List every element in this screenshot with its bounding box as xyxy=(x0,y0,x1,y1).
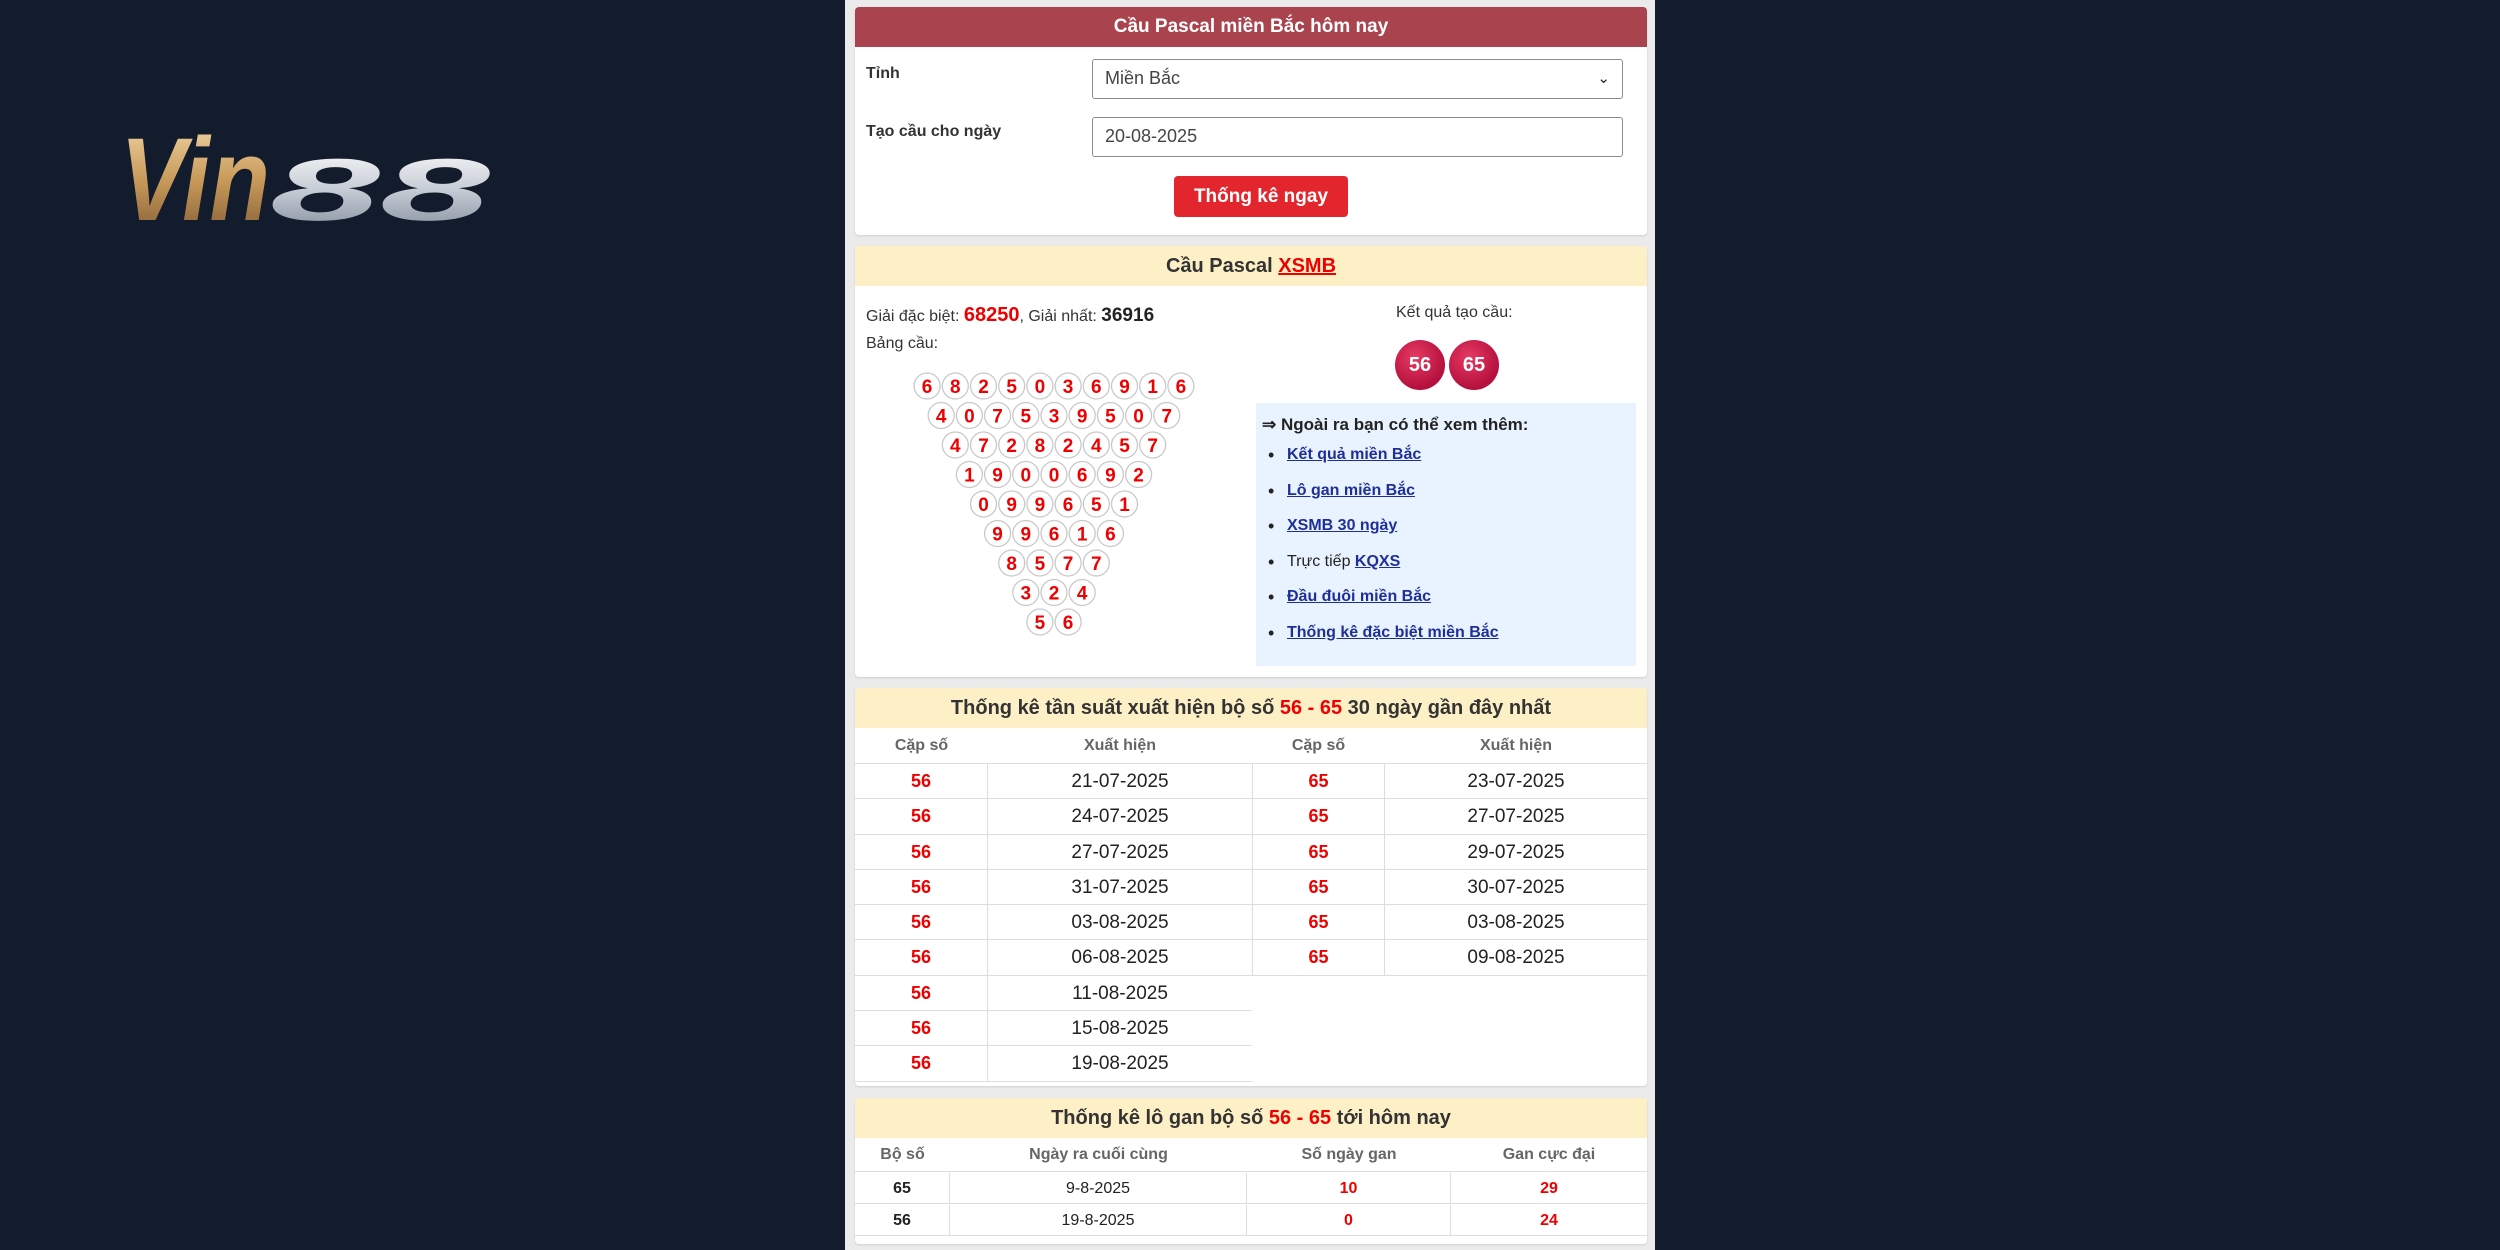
pair-number: 65 xyxy=(1253,870,1385,904)
table-row xyxy=(1253,799,1647,834)
prize-line: Giải đặc biệt: 68250, Giải nhất: 36916 xyxy=(866,304,1155,326)
triangle-cell xyxy=(928,403,954,429)
svg-text:1: 1 xyxy=(1147,377,1158,398)
table-row xyxy=(855,976,1252,1011)
table-row xyxy=(855,764,1252,799)
frequency-card xyxy=(855,688,1647,1086)
triangle-cell xyxy=(1140,432,1166,458)
date-value: 20-08-2025 xyxy=(1105,126,1198,146)
triangle-cell xyxy=(985,462,1011,488)
triangle-cell xyxy=(999,432,1025,458)
svg-text:5: 5 xyxy=(1034,554,1046,575)
chevron-down-icon: ⌄ xyxy=(1597,70,1610,87)
svg-text:7: 7 xyxy=(1062,554,1074,575)
svg-text:5: 5 xyxy=(1020,406,1032,428)
pair-number: 65 xyxy=(1253,905,1385,939)
svg-text:7: 7 xyxy=(978,436,989,457)
triangle-cell xyxy=(985,403,1011,429)
triangle-cell xyxy=(999,373,1025,399)
pascal-title: Cầu Pascal XSMB xyxy=(855,246,1647,286)
page-content xyxy=(845,0,1655,1250)
triangle-cell xyxy=(914,373,940,399)
triangle-cell xyxy=(1097,521,1123,547)
appear-date: 09-08-2025 xyxy=(1467,947,1565,969)
svg-text:9: 9 xyxy=(1119,377,1130,398)
svg-text:6: 6 xyxy=(1175,377,1187,398)
table-row: 65 9-8-2025 10 29 xyxy=(855,1173,1647,1204)
frequency-table-left xyxy=(855,764,1252,1082)
link-xsmb-30-ngay[interactable]: XSMB 30 ngày xyxy=(1287,517,1398,534)
link-ket-qua-mien-bac[interactable]: Kết quả miền Bắc xyxy=(1287,446,1422,463)
triangle-cell xyxy=(1069,580,1095,606)
date-label: Tạo cầu cho ngày xyxy=(866,123,1002,140)
svg-text:9: 9 xyxy=(992,465,1003,487)
link-dau-duoi-mien-bac[interactable]: Đầu đuôi miền Bắc xyxy=(1287,588,1432,605)
result-label: Kết quả tạo cầu: xyxy=(1396,304,1513,321)
triangle-cell xyxy=(956,462,982,488)
triangle-cell xyxy=(1055,491,1081,517)
pascal-triangle xyxy=(855,370,1255,650)
svg-text:1: 1 xyxy=(1076,524,1088,546)
triangle-cell xyxy=(942,432,968,458)
triangle-cell xyxy=(1027,373,1053,399)
svg-text:0: 0 xyxy=(1133,406,1144,428)
triangle-cell xyxy=(971,432,997,458)
triangle-cell xyxy=(1154,403,1180,429)
svg-text:8: 8 xyxy=(1006,554,1017,575)
table-row xyxy=(855,799,1252,834)
appear-date: 15-08-2025 xyxy=(1071,1018,1169,1040)
province-value: Miền Bắc xyxy=(1105,68,1181,88)
list-item xyxy=(1266,588,1636,624)
logo-text: Vin xyxy=(120,118,270,233)
triangle-cell xyxy=(1055,373,1081,399)
svg-text:7: 7 xyxy=(1161,406,1173,428)
svg-text:88: 88 xyxy=(270,140,490,233)
result-ball: 65 xyxy=(1449,340,1499,390)
pair-number: 56 xyxy=(855,764,988,798)
svg-text:8: 8 xyxy=(950,377,961,398)
svg-text:9: 9 xyxy=(1034,495,1046,516)
svg-text:5: 5 xyxy=(1034,613,1046,634)
appear-date: 03-08-2025 xyxy=(1467,912,1565,934)
svg-text:5: 5 xyxy=(1105,406,1116,428)
triangle-cell xyxy=(1041,462,1067,488)
result-ball: 56 xyxy=(1395,340,1445,390)
svg-text:6: 6 xyxy=(1062,613,1074,634)
triangle-cell xyxy=(1027,491,1053,517)
list-item xyxy=(1266,517,1636,553)
triangle-cell xyxy=(1013,462,1039,488)
svg-text:2: 2 xyxy=(978,377,989,398)
pair-number: 56 xyxy=(855,905,988,939)
svg-text:3: 3 xyxy=(1020,583,1032,605)
col-pair-left: Cặp số xyxy=(894,737,949,754)
appear-date: 29-07-2025 xyxy=(1467,841,1565,863)
svg-text:9: 9 xyxy=(1020,524,1032,546)
svg-text:7: 7 xyxy=(1091,554,1102,575)
svg-text:1: 1 xyxy=(1119,495,1130,516)
triangle-cell xyxy=(1069,462,1095,488)
col-seen-right: Xuất hiện xyxy=(1479,737,1552,754)
table-row xyxy=(1253,764,1647,799)
svg-text:6: 6 xyxy=(1062,495,1074,516)
svg-text:7: 7 xyxy=(992,406,1003,428)
pair-number: 56 xyxy=(855,799,988,833)
date-input[interactable] xyxy=(1092,117,1623,157)
table-row: 56 19-8-2025 0 24 xyxy=(855,1205,1647,1236)
triangle-cell xyxy=(1112,491,1138,517)
link-lo-gan-mien-bac[interactable]: Lô gan miền Bắc xyxy=(1287,481,1416,499)
triangle-cell xyxy=(985,521,1011,547)
triangle-cell xyxy=(1013,403,1039,429)
table-row xyxy=(855,835,1252,870)
appear-date: 11-08-2025 xyxy=(1072,982,1168,1004)
svg-text:0: 0 xyxy=(1048,465,1060,487)
pair-number: 56 xyxy=(855,940,988,974)
triangle-cell xyxy=(1027,432,1053,458)
triangle-cell xyxy=(942,373,968,399)
table-label: Bảng cầu: xyxy=(866,335,939,352)
triangle-cell xyxy=(971,373,997,399)
svg-text:2: 2 xyxy=(1062,436,1074,457)
triangle-cell xyxy=(1083,373,1109,399)
province-select[interactable] xyxy=(1092,59,1623,99)
frequency-title: Thống kê tần suất xuất hiện bộ số 56 - 65 30 ngày gần đây nhất xyxy=(855,688,1647,728)
pascal-card xyxy=(855,246,1647,677)
svg-text:6: 6 xyxy=(1091,377,1102,398)
list-item xyxy=(1266,446,1636,482)
appear-date: 19-08-2025 xyxy=(1071,1053,1169,1075)
triangle-cell xyxy=(1027,609,1053,635)
appear-date: 27-07-2025 xyxy=(1071,841,1169,863)
pascal-form-card xyxy=(855,7,1647,235)
triangle-cell xyxy=(999,491,1025,517)
triangle-cell xyxy=(1083,432,1109,458)
triangle-cell xyxy=(1097,403,1123,429)
svg-text:1: 1 xyxy=(964,465,975,487)
triangle-cell xyxy=(1055,609,1081,635)
svg-text:9: 9 xyxy=(1105,465,1116,487)
svg-text:4: 4 xyxy=(950,436,961,457)
gan-card xyxy=(855,1098,1647,1244)
list-item: • Trực tiếp KQXS xyxy=(1266,553,1636,589)
col-seen-left: Xuất hiện xyxy=(1083,737,1156,754)
submit-button[interactable]: Thống kê ngay xyxy=(1174,176,1348,217)
svg-text:9: 9 xyxy=(1076,406,1088,428)
table-row xyxy=(855,940,1252,975)
col-pair-right: Cặp số xyxy=(1291,737,1346,754)
svg-text:6: 6 xyxy=(921,377,933,398)
svg-text:3: 3 xyxy=(1048,406,1060,428)
triangle-cell xyxy=(956,403,982,429)
pair-number: 56 xyxy=(855,835,988,869)
table-row xyxy=(855,870,1252,905)
triangle-cell xyxy=(1041,580,1067,606)
triangle-cell xyxy=(1097,462,1123,488)
triangle-cell xyxy=(1083,491,1109,517)
table-row xyxy=(1253,835,1647,870)
form-title: Cầu Pascal miền Bắc hôm nay xyxy=(855,7,1647,47)
gan-header: Bộ số Ngày ra cuối cùng Số ngày gan Gan cực đại xyxy=(855,1138,1647,1172)
appear-date: 24-07-2025 xyxy=(1071,806,1169,828)
pair-number: 65 xyxy=(1253,799,1385,833)
triangle-cell xyxy=(1083,550,1109,576)
pair-number: 65 xyxy=(1253,835,1385,869)
triangle-cell xyxy=(1126,462,1152,488)
appear-date: 27-07-2025 xyxy=(1467,806,1565,828)
see-more-title: ⇒ Ngoài ra bạn có thể xem thêm: xyxy=(1262,415,1529,434)
triangle-cell xyxy=(1112,373,1138,399)
table-row xyxy=(1253,940,1647,975)
svg-text:9: 9 xyxy=(1006,495,1017,516)
triangle-cell xyxy=(1041,403,1067,429)
svg-text:3: 3 xyxy=(1062,377,1074,398)
special-prize: 68250 xyxy=(963,304,1020,326)
svg-text:9: 9 xyxy=(992,524,1003,546)
triangle-cell xyxy=(1140,373,1166,399)
svg-text:4: 4 xyxy=(1091,436,1102,457)
triangle-cell xyxy=(1168,373,1194,399)
appear-date: 21-07-2025 xyxy=(1071,771,1169,792)
appear-date: 03-08-2025 xyxy=(1071,912,1169,934)
svg-text:6: 6 xyxy=(1048,524,1060,546)
table-row xyxy=(1253,905,1647,940)
xsmb-link[interactable]: XSMB xyxy=(1278,255,1337,277)
pair-number: 56 xyxy=(855,976,988,1010)
pair-number: 65 xyxy=(1253,940,1385,974)
svg-text:0: 0 xyxy=(1020,465,1032,487)
first-prize: 36916 xyxy=(1101,305,1155,326)
province-label: Tỉnh xyxy=(866,65,900,82)
triangle-cell xyxy=(1041,521,1067,547)
svg-text:6: 6 xyxy=(1105,524,1116,546)
appear-date: 06-08-2025 xyxy=(1071,947,1169,969)
table-row xyxy=(855,1011,1252,1046)
triangle-cell xyxy=(999,550,1025,576)
pair-number: 65 xyxy=(1253,764,1385,798)
svg-text:2: 2 xyxy=(1133,465,1144,487)
appear-date: 30-07-2025 xyxy=(1467,876,1565,898)
see-more-box xyxy=(1256,403,1636,666)
table-row xyxy=(1253,870,1647,905)
pair-number: 56 xyxy=(855,870,988,904)
triangle-cell xyxy=(1069,521,1095,547)
appear-date: 31-07-2025 xyxy=(1071,876,1169,898)
triangle-cell xyxy=(1126,403,1152,429)
svg-text:8: 8 xyxy=(1034,436,1046,457)
svg-text:5: 5 xyxy=(1119,436,1130,457)
table-row xyxy=(855,1046,1252,1081)
pair-number: 56 xyxy=(855,1046,988,1080)
list-item xyxy=(1266,624,1636,660)
svg-text:5: 5 xyxy=(1006,377,1017,398)
svg-text:0: 0 xyxy=(978,495,989,516)
triangle-cell xyxy=(971,491,997,517)
frequency-table-right xyxy=(1252,764,1647,976)
triangle-cell xyxy=(1112,432,1138,458)
svg-text:4: 4 xyxy=(1076,583,1088,605)
svg-text:2: 2 xyxy=(1048,583,1060,605)
svg-text:2: 2 xyxy=(1006,436,1017,457)
triangle-cell xyxy=(1069,403,1095,429)
list-item xyxy=(1266,482,1636,518)
appear-date: 23-07-2025 xyxy=(1467,771,1565,792)
triangle-cell xyxy=(1055,432,1081,458)
pair-number: 56 xyxy=(855,1011,988,1045)
svg-text:0: 0 xyxy=(964,406,975,428)
triangle-cell xyxy=(1055,550,1081,576)
svg-text:7: 7 xyxy=(1147,436,1158,457)
triangle-cell xyxy=(1013,521,1039,547)
vin88-logo xyxy=(120,118,490,233)
svg-text:0: 0 xyxy=(1034,377,1046,398)
triangle-cell xyxy=(1013,580,1039,606)
link-thong-ke-dac-biet[interactable]: Thống kê đặc biệt miền Bắc xyxy=(1287,623,1499,641)
svg-text:4: 4 xyxy=(935,406,947,428)
svg-text:5: 5 xyxy=(1091,495,1102,516)
table-row xyxy=(855,905,1252,940)
link-kqxs[interactable]: KQXS xyxy=(1354,552,1401,570)
triangle-cell xyxy=(1027,550,1053,576)
gan-title: Thống kê lô gan bộ số 56 - 65 tới hôm nay xyxy=(855,1098,1647,1138)
svg-text:6: 6 xyxy=(1076,465,1088,487)
